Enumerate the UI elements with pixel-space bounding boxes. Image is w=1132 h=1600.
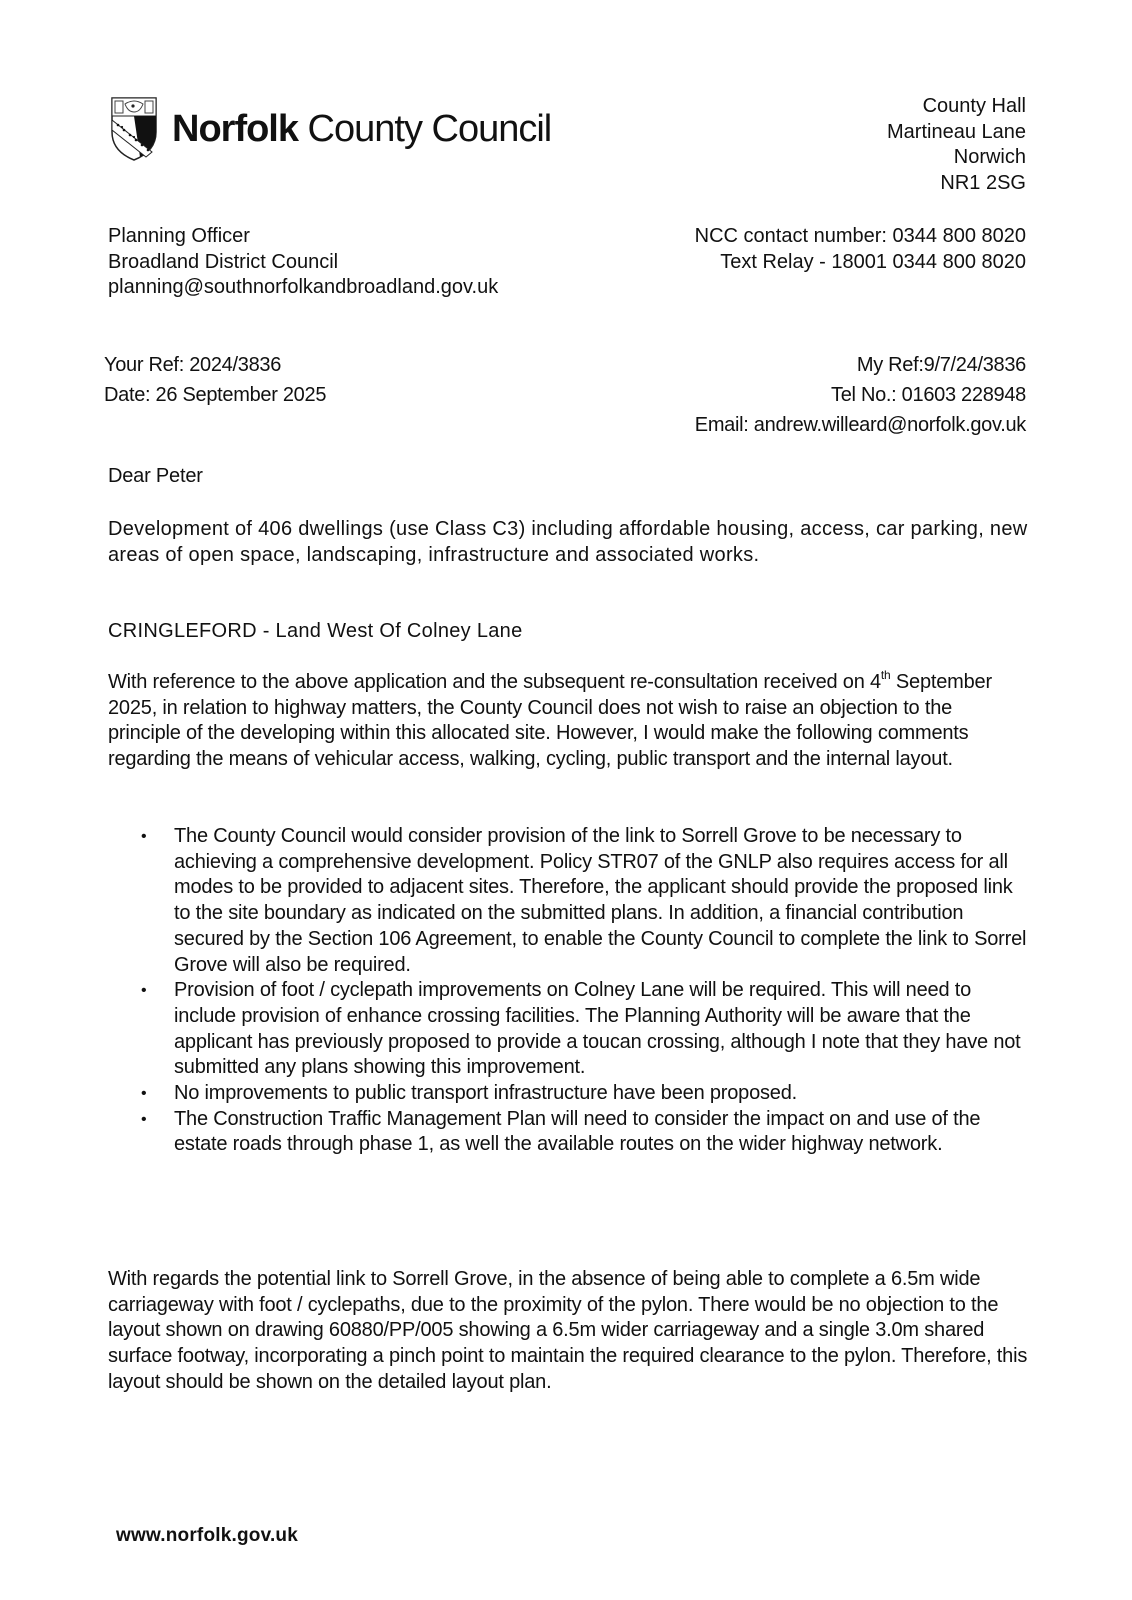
my-ref: My Ref:9/7/24/3836 xyxy=(856,354,1026,376)
sender-email: Email: andrew.willeard@norfolk.gov.uk xyxy=(694,414,1026,436)
comments-list xyxy=(108,824,1033,1158)
reference-right xyxy=(695,350,1026,440)
recipient-block xyxy=(108,224,498,301)
bullet-icon: • xyxy=(141,1110,147,1128)
letter-date: Date: 26 September 2025 xyxy=(104,384,327,406)
bullet-icon: • xyxy=(141,828,147,845)
site-location: CRINGLEFORD - Land West Of Colney Lane xyxy=(108,620,523,642)
reference-left xyxy=(104,350,326,410)
recipient-title: Planning Officer xyxy=(108,225,250,247)
closing-paragraph: With regards the potential link to Sorrell Grove, in the absence of being able to complete a 6.5m wide carriageway with foot / cyclepaths, due to the proximity of the pylon. There would be no objection to the layout shown on drawing 60880/PP/005 showing a 6.5m wider carriageway and a single 3.0m shared surface footway, incorporating a pinch point to maintain the required clearance to the pylon. Therefore, this layout should be shown on the detailed layout plan. xyxy=(108,1268,1028,1393)
recipient-email: planning@southnorfolkandbroadland.gov.uk xyxy=(108,276,499,298)
list-item: • The County Council would consider provision of the link to Sorrell Grove to be necessary to achieving a comprehensive development. Policy STR07 of the GNLP also requires access for all modes to be provided to adjacent sites. Therefore, the applicant should provide the proposed link to the site boundary as indicated on the submitted plans. In addition, a financial contribution secured by the Section 106 Agreement, to enable the County Council to complete the link to Sorrel Grove will also be required. xyxy=(141,825,1027,976)
footer-website: www.norfolk.gov.uk xyxy=(116,1525,298,1546)
council-name: Norfolk County Council xyxy=(172,107,552,150)
your-ref: Your Ref: 2024/3836 xyxy=(104,354,282,376)
sender-address xyxy=(887,94,1026,196)
list-item: • The Construction Traffic Management Plan will need to consider the impact on and use of the estate roads through phase 1, as well the available routes on the wider highway network. xyxy=(141,1107,981,1156)
list-item: • No improvements to public transport infrastructure have been proposed. xyxy=(108,1081,1033,1107)
recipient-org: Broadland District Council xyxy=(108,250,339,273)
address-line: Martineau Lane xyxy=(887,120,1026,143)
address-line: Norwich xyxy=(953,146,1026,168)
address-line: NR1 2SG xyxy=(940,171,1026,194)
salutation: Dear Peter xyxy=(108,465,203,487)
intro-paragraph: With reference to the above application and the subsequent re-consultation received on 4th September 2025, in relation to highway matters, the County Council does not wish to raise an objection to the principle of the developing within this allocated site. However, I would make the following comments regarding the means of vehicular access, walking, cycling, public transport and the internal layout. xyxy=(108,668,992,771)
contact-number: NCC contact number: 0344 800 8020 xyxy=(694,225,1026,247)
address-line: County Hall xyxy=(922,95,1026,117)
tel-number: Tel No.: 01603 228948 xyxy=(831,384,1026,406)
contact-numbers xyxy=(695,224,1026,275)
list-item: • Provision of foot / cyclepath improvements on Colney Lane will be required. This will need to include provision of enhance crossing facilities. The Planning Authority will be aware that the applicant has previously proposed to provide a toucan crossing, although I note that they have not submitted any plans showing this improvement. xyxy=(141,979,1021,1079)
bullet-icon: • xyxy=(141,1085,147,1103)
text-relay: Text Relay - 18001 0344 800 8020 xyxy=(720,250,1026,273)
coat-of-arms-icon xyxy=(110,96,158,162)
application-subject: Development of 406 dwellings (use Class C3) including affordable housing, access, car parking, new areas of open space, landscaping, infrastructure and associated works. xyxy=(108,518,1028,566)
bullet-icon: • xyxy=(141,982,147,1000)
council-logo xyxy=(110,96,551,162)
